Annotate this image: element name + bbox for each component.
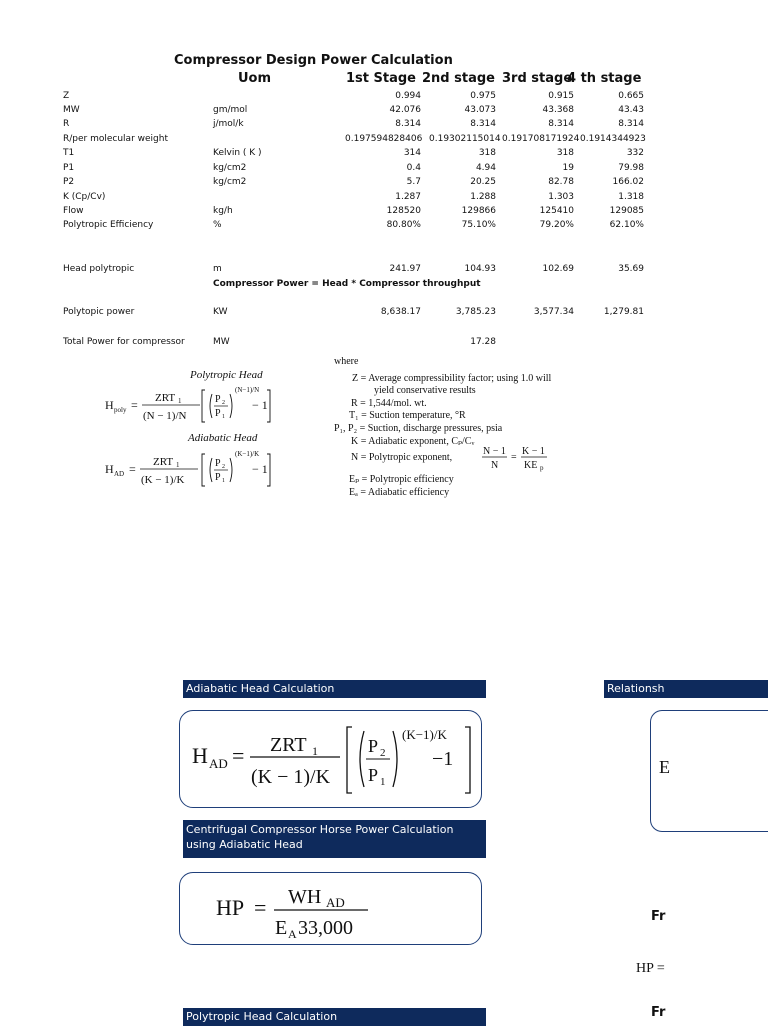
svg-text:N − 1: N − 1 — [483, 446, 506, 458]
cell-stage-3: 125410 — [539, 206, 574, 216]
row-uom: kg/cm2 — [213, 177, 247, 187]
poly-head-equation — [102, 382, 280, 430]
row-uom: kg/cm2 — [213, 163, 247, 173]
cell-stage-4: 1,279.81 — [603, 307, 644, 317]
svg-text:H: H — [192, 743, 208, 768]
row-label: R — [63, 119, 70, 129]
svg-text:KE: KE — [524, 460, 538, 472]
row-uom: gm/mol — [213, 105, 248, 115]
cell-stage-2: 20.25 — [470, 177, 496, 187]
def-n: N = Polytropic exponent, — [351, 452, 453, 464]
cell-stage-4: 8.314 — [618, 119, 644, 129]
cell-stage-4: 1.318 — [618, 192, 644, 202]
svg-text:1: 1 — [178, 397, 182, 405]
hp-banner: Centrifugal Compressor Horse Power Calculation using Adiabatic Head — [183, 820, 486, 858]
row-label: Polytropic Efficiency — [63, 220, 154, 230]
row-label: Total Power for compressor — [63, 337, 185, 347]
right-hp: HP = — [636, 961, 665, 976]
sheet-title: Compressor Design Power Calculation — [174, 53, 453, 68]
svg-text:A: A — [288, 927, 297, 941]
cell-stage-3: 82.78 — [548, 177, 574, 187]
table-row — [0, 220, 768, 234]
row-uom: m — [213, 264, 222, 274]
row-label: MW — [63, 105, 80, 115]
row-label: Polytopic power — [63, 307, 135, 317]
row-label: P1 — [63, 163, 75, 173]
svg-text:P: P — [215, 408, 221, 419]
adiab-head-equation — [102, 446, 280, 494]
svg-text:ZRT: ZRT — [155, 392, 176, 404]
head-row — [0, 264, 768, 278]
header-stage-3: 3rd stage — [502, 71, 573, 86]
cell-stage-3: 43.368 — [542, 105, 574, 115]
row-label: Head polytropic — [63, 264, 135, 274]
cell-stage-3: 8.314 — [548, 119, 574, 129]
svg-text:1: 1 — [312, 744, 318, 758]
cell-stage-3: 0.915 — [548, 91, 574, 101]
def-t1: T₁ = Suction temperature, °R — [349, 410, 466, 422]
cell-stage-4: 0.665 — [618, 91, 644, 101]
cell-stage-4: 43.43 — [618, 105, 644, 115]
n-fraction — [481, 444, 551, 472]
svg-text:P: P — [215, 472, 221, 483]
table-row — [0, 119, 768, 133]
svg-text:1: 1 — [380, 776, 386, 788]
def-z: Z = Average compressibility factor; using 1.0 will — [352, 372, 552, 384]
row-label: P2 — [63, 177, 75, 187]
power-note: Compressor Power = Head * Compressor throughput — [213, 279, 481, 289]
relationship-banner: Relationsh — [604, 680, 768, 698]
cell-total: 17.28 — [470, 337, 496, 347]
svg-text:N: N — [491, 460, 499, 472]
svg-text:K − 1: K − 1 — [522, 446, 545, 458]
cell-stage-1: 0.197594828406 — [345, 134, 423, 144]
cell-stage-1: 0.994 — [395, 91, 421, 101]
cell-stage-1: 5.7 — [406, 177, 421, 187]
cell-stage-1: 8,638.17 — [380, 307, 421, 317]
cell-stage-3: 1.303 — [548, 192, 574, 202]
svg-text:33,000: 33,000 — [298, 917, 353, 939]
row-label: Flow — [63, 206, 84, 216]
cell-stage-1: 80.80% — [386, 220, 421, 230]
header-stage-4: 4 th stage — [567, 71, 642, 86]
svg-text:=: = — [511, 452, 517, 464]
row-label: R/per molecular weight — [63, 134, 168, 144]
svg-text:2: 2 — [380, 747, 386, 759]
def-r: R = 1,544/mol. wt. — [351, 397, 427, 409]
svg-text:AD: AD — [326, 895, 345, 910]
hp-formula — [180, 873, 480, 943]
cell-stage-3: 19 — [562, 163, 574, 173]
cell-stage-4: 35.69 — [618, 264, 644, 274]
header-stage-1: 1st Stage — [346, 71, 416, 86]
cell-stage-4: 62.10% — [609, 220, 644, 230]
svg-text:H: H — [105, 462, 114, 476]
cell-stage-3: 79.20% — [539, 220, 574, 230]
svg-text:ZRT: ZRT — [270, 734, 307, 756]
header-stage-2: 2nd stage — [422, 71, 495, 86]
svg-text:(K − 1)/K: (K − 1)/K — [141, 474, 185, 486]
cell-stage-2: 0.19302115014 — [429, 134, 501, 144]
cell-stage-3: 3,577.34 — [533, 307, 574, 317]
svg-text:ZRT: ZRT — [153, 456, 174, 468]
relationship-formula-box — [650, 710, 768, 832]
cell-stage-2: 104.93 — [464, 264, 496, 274]
svg-text:HP: HP — [216, 895, 245, 920]
cell-stage-3: 102.69 — [542, 264, 574, 274]
def-z-cont: yield conservative results — [374, 385, 476, 397]
cell-stage-4: 0.1914344923 — [580, 134, 646, 144]
table-row — [0, 177, 768, 191]
cell-stage-4: 332 — [626, 148, 644, 158]
right-fr-2: Fr — [651, 1005, 666, 1020]
row-label: T1 — [63, 148, 75, 158]
svg-text:E: E — [275, 917, 288, 939]
row-uom: MW — [213, 337, 230, 347]
svg-text:H: H — [105, 398, 114, 412]
svg-text:P: P — [368, 736, 379, 756]
table-row — [0, 206, 768, 220]
svg-text:(N−1)/N: (N−1)/N — [235, 386, 260, 394]
def-ea: Eₐ = Adiabatic efficiency — [349, 486, 450, 498]
table-row — [0, 163, 768, 177]
svg-text:=: = — [254, 895, 267, 920]
row-uom: kg/h — [213, 206, 233, 216]
svg-text:(N − 1)/N: (N − 1)/N — [143, 410, 187, 422]
svg-text:=: = — [232, 743, 245, 768]
table-row — [0, 91, 768, 105]
row-uom: KW — [213, 307, 228, 317]
svg-text:(K − 1)/K: (K − 1)/K — [251, 766, 331, 788]
adiabatic-formula — [180, 711, 480, 806]
svg-text:(K−1)/K: (K−1)/K — [235, 450, 260, 458]
svg-text:WH: WH — [288, 886, 322, 908]
svg-text:1: 1 — [222, 478, 225, 484]
cell-stage-4: 129085 — [609, 206, 644, 216]
cell-stage-2: 0.975 — [470, 91, 496, 101]
svg-text:2: 2 — [222, 464, 225, 470]
cell-stage-2: 3,785.23 — [455, 307, 496, 317]
cell-stage-2: 4.94 — [475, 163, 496, 173]
def-p: P₁, P₂ = Suction, discharge pressures, psia — [334, 422, 503, 434]
where-label: where — [334, 356, 359, 367]
cell-stage-1: 8.314 — [395, 119, 421, 129]
svg-text:p: p — [540, 464, 544, 473]
total-row — [0, 337, 768, 351]
relationship-e: E — [659, 757, 670, 777]
svg-text:=: = — [131, 398, 138, 412]
row-label: K (Cp/Cv) — [63, 192, 106, 202]
svg-text:AD: AD — [114, 470, 125, 478]
poly-banner: Polytropic Head Calculation — [183, 1008, 486, 1026]
svg-text:−1: −1 — [432, 748, 454, 770]
row-uom: % — [213, 220, 222, 230]
cell-stage-1: 1.287 — [395, 192, 421, 202]
adiabatic-formula-box — [179, 710, 482, 808]
hp-formula-box — [179, 872, 482, 945]
def-ep: Eₚ = Polytropic efficiency — [349, 474, 454, 486]
cell-stage-4: 166.02 — [612, 177, 644, 187]
power-row — [0, 307, 768, 321]
cell-stage-3: 0.191708171924 — [502, 134, 580, 144]
svg-text:1: 1 — [222, 414, 225, 420]
cell-stage-1: 0.4 — [406, 163, 421, 173]
svg-text:1: 1 — [176, 461, 180, 469]
table-row — [0, 134, 768, 148]
definitions-block — [334, 356, 551, 499]
cell-stage-1: 42.076 — [389, 105, 421, 115]
svg-text:AD: AD — [209, 756, 228, 771]
svg-text:poly: poly — [114, 406, 127, 414]
svg-text:P: P — [215, 458, 221, 469]
cell-stage-1: 128520 — [386, 206, 421, 216]
cell-stage-2: 129866 — [461, 206, 496, 216]
cell-stage-3: 318 — [556, 148, 574, 158]
cell-stage-4: 79.98 — [618, 163, 644, 173]
header-uom: Uom — [238, 71, 272, 86]
svg-text:P: P — [368, 765, 379, 785]
table-row — [0, 105, 768, 119]
svg-text:P: P — [215, 394, 221, 405]
table-row — [0, 192, 768, 206]
row-uom: Kelvin ( K ) — [213, 148, 262, 158]
def-k: K = Adiabatic exponent, Cₚ/Cᵥ — [351, 435, 475, 447]
cell-stage-1: 314 — [403, 148, 421, 158]
adiab-head-title: Adiabatic Head — [188, 432, 258, 444]
cell-stage-2: 8.314 — [470, 119, 496, 129]
row-uom: j/mol/k — [213, 119, 244, 129]
adiabatic-banner: Adiabatic Head Calculation — [183, 680, 486, 698]
poly-head-title: Polytropic Head — [190, 369, 263, 381]
svg-text:(K−1)/K: (K−1)/K — [402, 727, 447, 742]
cell-stage-1: 241.97 — [389, 264, 421, 274]
cell-stage-2: 43.073 — [464, 105, 496, 115]
svg-text:=: = — [129, 462, 136, 476]
svg-text:− 1: − 1 — [252, 462, 268, 476]
svg-text:2: 2 — [222, 400, 225, 406]
svg-text:− 1: − 1 — [252, 398, 268, 412]
row-label: Z — [63, 91, 70, 101]
right-fr-1: Fr — [651, 909, 666, 924]
cell-stage-2: 1.288 — [470, 192, 496, 202]
table-row — [0, 148, 768, 162]
cell-stage-2: 318 — [478, 148, 496, 158]
cell-stage-2: 75.10% — [461, 220, 496, 230]
